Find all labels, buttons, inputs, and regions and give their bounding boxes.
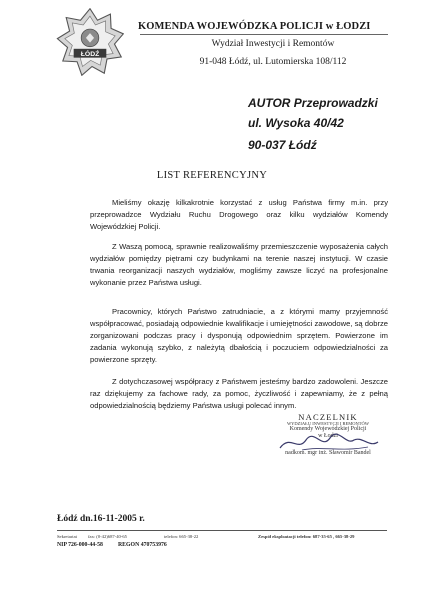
footer-phone: telefon: 665-38-22 <box>164 534 199 539</box>
paragraph-1 <box>90 197 388 233</box>
letter-title: LIST REFERENCYJNY <box>156 170 268 181</box>
footer-divider <box>57 530 387 531</box>
signature-line-1: Komendy Wojewódzkiej Policji <box>289 426 367 432</box>
footer-group: Zespół eksploatacji telefon: 687-35-65 , 665-38-29 <box>258 534 355 539</box>
handwritten-signature <box>272 430 384 456</box>
document-date: Łódź dn.16-11-2005 r. <box>57 514 145 524</box>
header-divider <box>140 34 388 35</box>
recipient-city: 90-037 Łódź <box>248 138 317 152</box>
paragraph-text: Z dotychczasowej współpracy z Państwem jesteśmy bardzo zadowoleni. Jeszcze raz dziękujemy za fachowe rady, za pomoc, życzliwość i zapewniamy, że z pełną odpowiedzialnością będziemy Państwa usługi polecać innym. <box>90 377 388 410</box>
footer-regon: REGON 470753976 <box>118 542 167 548</box>
recipient-street: ul. Wysoka 40/42 <box>248 116 344 130</box>
signature-title: NACZELNIK <box>298 412 358 422</box>
signature-stamp <box>268 414 388 457</box>
police-star-logo <box>56 8 124 76</box>
signature-name: nadkom. mgr inż. Sławomir Bandel <box>285 450 371 456</box>
paragraph-text: Mieliśmy okazję kilkakrotnie korzystać z usług Państwa firmy m.in. przy przeprowadzce Wydziału Ruchu Drogowego oraz kilku wydziałów Komendy Wojewódzkiej Policji. <box>90 198 388 231</box>
logo-text: ŁÓDŹ <box>80 50 100 58</box>
paragraph-2 <box>90 241 388 289</box>
paragraph-text: Pracownicy, których Państwo zatrudniacie, a z którymi mamy przyjemność współpracować, posiadają odpowiednie kwalifikacje i umiejętności zawodowe, są dobrze zorganizowani podczas pracy i dysponują odpowiednim sprzętem. Powierzone im zadania wykonują szybko, z należytą dbałością i poczuciem odpowiedzialności za powierzone sprzęty. <box>90 307 388 364</box>
header-department: Wydział Inwestycji i Remontów <box>211 39 335 49</box>
footer-label: Sekretariat <box>57 534 77 539</box>
header-title: KOMENDA WOJEWÓDZKA POLICJI w ŁODZI <box>138 21 371 32</box>
signature-department: WYDZIAŁU INWESTYCJI I REMONTÓW <box>286 421 370 426</box>
footer-nip: NIP 726-000-44-58 <box>57 542 103 548</box>
paragraph-3 <box>90 306 388 366</box>
footer-fax: fax: (0-42)687-40-65 <box>88 534 127 539</box>
paragraph-text: Z Waszą pomocą, sprawnie realizowaliśmy przemieszczenie wyposażenia całych wydziałów pomiędzy piętrami czy budynkami na terenie naszej instytucji. W czasie trwania reorganizacji naszych wydziałów, mogliśmy zawsze liczyć na profesjonalne wykonanie przez Państwa usługi. <box>90 242 388 287</box>
signature-line-2: w Łodzi <box>318 433 338 439</box>
paragraph-4 <box>90 376 388 412</box>
recipient-name: AUTOR Przeprowadzki <box>248 96 378 110</box>
header-address: 91-048 Łódź, ul. Lutomierska 108/112 <box>199 57 347 67</box>
